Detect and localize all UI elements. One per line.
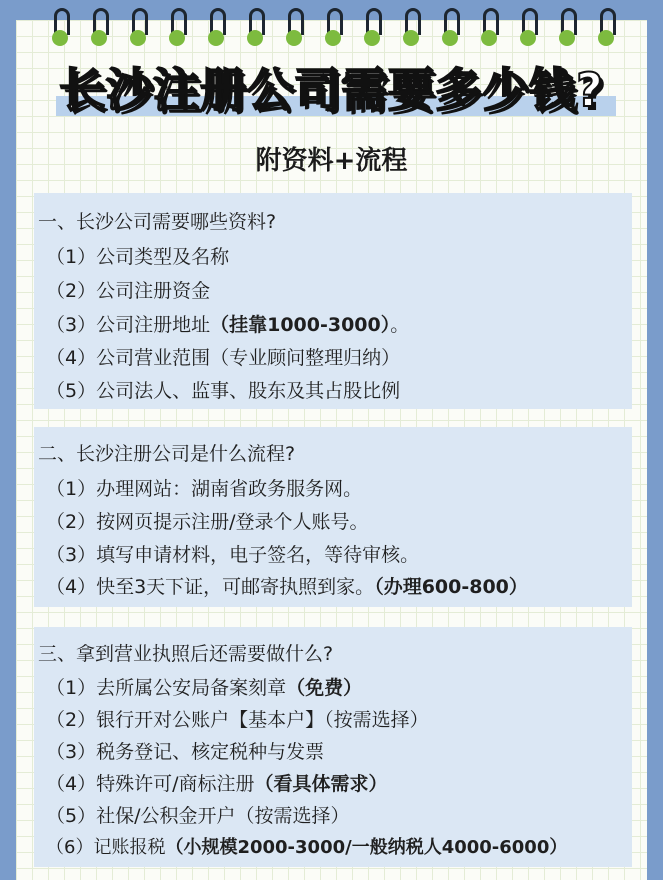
ring-icon bbox=[91, 8, 107, 46]
list-item: （3）填写申请材料，电子签名，等待审核。 bbox=[46, 544, 420, 566]
ring-icon bbox=[286, 8, 302, 46]
list-item: （1）去所属公安局备案刻章（免费） bbox=[46, 677, 363, 699]
list-item: （5）公司法人、监事、股东及其占股比例 bbox=[46, 380, 401, 402]
list-item: （4）公司营业范围（专业顾问整理归纳） bbox=[46, 347, 401, 369]
page-title: 长沙注册公司需要多少钱? bbox=[59, 63, 604, 117]
list-item: （2）公司注册资金 bbox=[46, 280, 211, 302]
ring-icon bbox=[520, 8, 536, 46]
ring-icon bbox=[247, 8, 263, 46]
list-item: （6）记账报税（小规模2000-3000/一般纳税人4000-6000） bbox=[46, 837, 568, 858]
ring-icon bbox=[598, 8, 614, 46]
list-item: （5）社保/公积金开户（按需选择） bbox=[46, 805, 350, 827]
ring-icon bbox=[169, 8, 185, 46]
list-item: （2）按网页提示注册/登录个人账号。 bbox=[46, 511, 369, 533]
list-item: （4）特殊许可/商标注册（看具体需求） bbox=[46, 773, 388, 795]
section-after-license bbox=[34, 627, 632, 867]
list-item: （2）银行开对公账户【基本户】（按需选择） bbox=[46, 709, 429, 731]
ring-icon bbox=[403, 8, 419, 46]
list-item: （3）税务登记、核定税种与发票 bbox=[46, 741, 325, 763]
ring-icon bbox=[481, 8, 497, 46]
ring-icon bbox=[130, 8, 146, 46]
spiral-binding bbox=[0, 8, 663, 54]
list-item: （1）公司类型及名称 bbox=[46, 246, 230, 268]
ring-icon bbox=[52, 8, 68, 46]
list-item: （1）办理网站：湖南省政务服务网。 bbox=[46, 478, 363, 500]
ring-icon bbox=[364, 8, 380, 46]
ring-icon bbox=[559, 8, 575, 46]
section-heading: 二、长沙注册公司是什么流程? bbox=[38, 443, 296, 465]
page-subtitle: 附资料+流程 bbox=[255, 146, 408, 176]
section-materials bbox=[34, 193, 632, 409]
list-item: （3）公司注册地址（挂靠1000-3000）。 bbox=[46, 314, 410, 336]
section-heading: 三、拿到营业执照后还需要做什么? bbox=[38, 643, 334, 665]
ring-icon bbox=[442, 8, 458, 46]
ring-icon bbox=[208, 8, 224, 46]
section-heading: 一、长沙公司需要哪些资料? bbox=[38, 211, 277, 233]
list-item: （4）快至3天下证，可邮寄执照到家。（办理600-800） bbox=[46, 576, 528, 598]
section-process bbox=[34, 427, 632, 607]
ring-icon bbox=[325, 8, 341, 46]
